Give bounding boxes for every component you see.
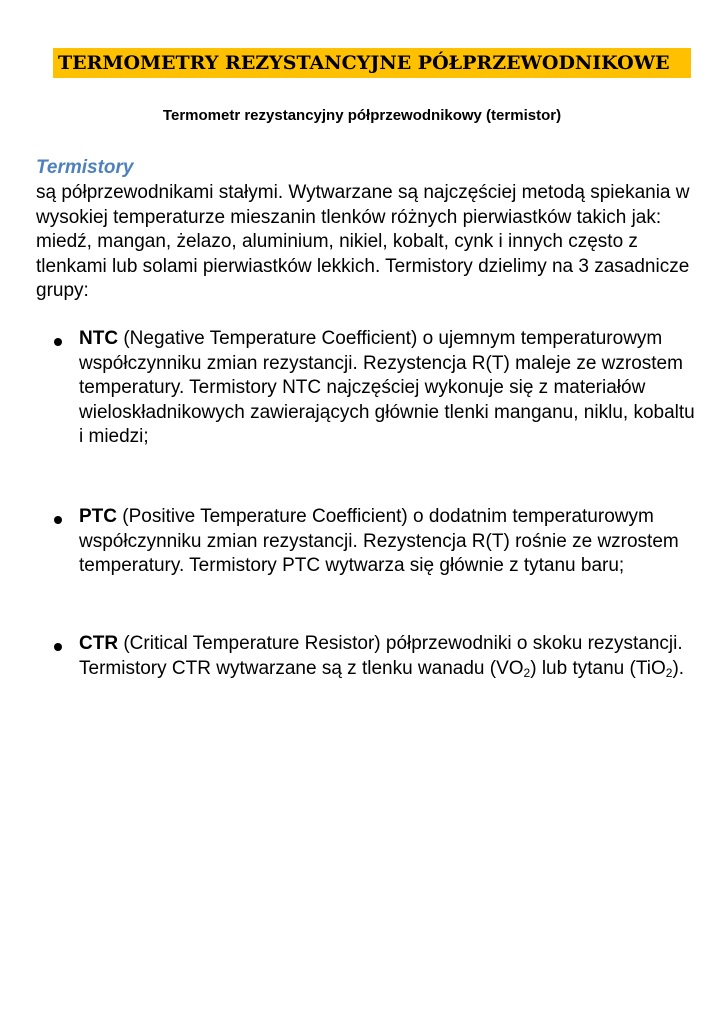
intro-paragraph: są półprzewodnikami stałymi. Wytwarzane są najczęściej metodą spiekania w wysokiej temperaturze mieszanin tlenków różnych pierwiastków takich jak: miedź, mangan, żelazo, aluminium, nikiel, kobalt, cynk i innych często z tlenkami lub solami pierwiastków lekkich. Termistory dzielimy na 3 zasadnicze grupy: [36, 182, 690, 301]
bullet-text [79, 327, 699, 450]
bullet-icon [54, 516, 62, 524]
bullet-description: (Critical Temperature Resistor) półprzewodniki o skoku rezystancji. Termistory CTR wytwarzane są z tlenku wanadu (VO [79, 633, 683, 679]
bullet-term: PTC [79, 506, 117, 527]
bullet-icon [54, 643, 62, 651]
bullet-description: (Positive Temperature Coefficient) o dodatnim temperaturowym współczynniku zmian rezystancji. Rezystencja R(T) rośnie ze wzrostem temperatury. Termistory PTC wytwarza się głównie z tytanu baru; [79, 506, 679, 576]
bullet-description: ) lub tytanu (TiO [530, 657, 666, 679]
bullet-icon [54, 338, 62, 346]
subscript: 2 [523, 665, 531, 680]
document-subtitle: Termometr rezystancyjny półprzewodnikowy (termistor) [162, 107, 562, 124]
bullet-text [79, 505, 699, 579]
bullet-text [79, 632, 699, 681]
document-title: TERMOMETRY REZYSTANCYJNE PÓŁPRZEWODNIKOWE [58, 52, 670, 74]
bullet-description: ). [672, 657, 685, 679]
bullet-description: (Negative Temperature Coefficient) o ujemnym temperaturowym współczynniku zmian rezystancji. Rezystencja R(T) maleje ze wzrostem temperatury. Termistory NTC najczęściej wykonuje się z materiałów wieloskładnikowych zawierających głównie tlenki manganu, niklu, kobaltu i miedzi; [79, 328, 695, 447]
subscript: 2 [665, 665, 673, 680]
bullet-term: CTR [79, 633, 119, 654]
section-heading: Termistory [36, 157, 134, 178]
bullet-term: NTC [79, 328, 119, 349]
